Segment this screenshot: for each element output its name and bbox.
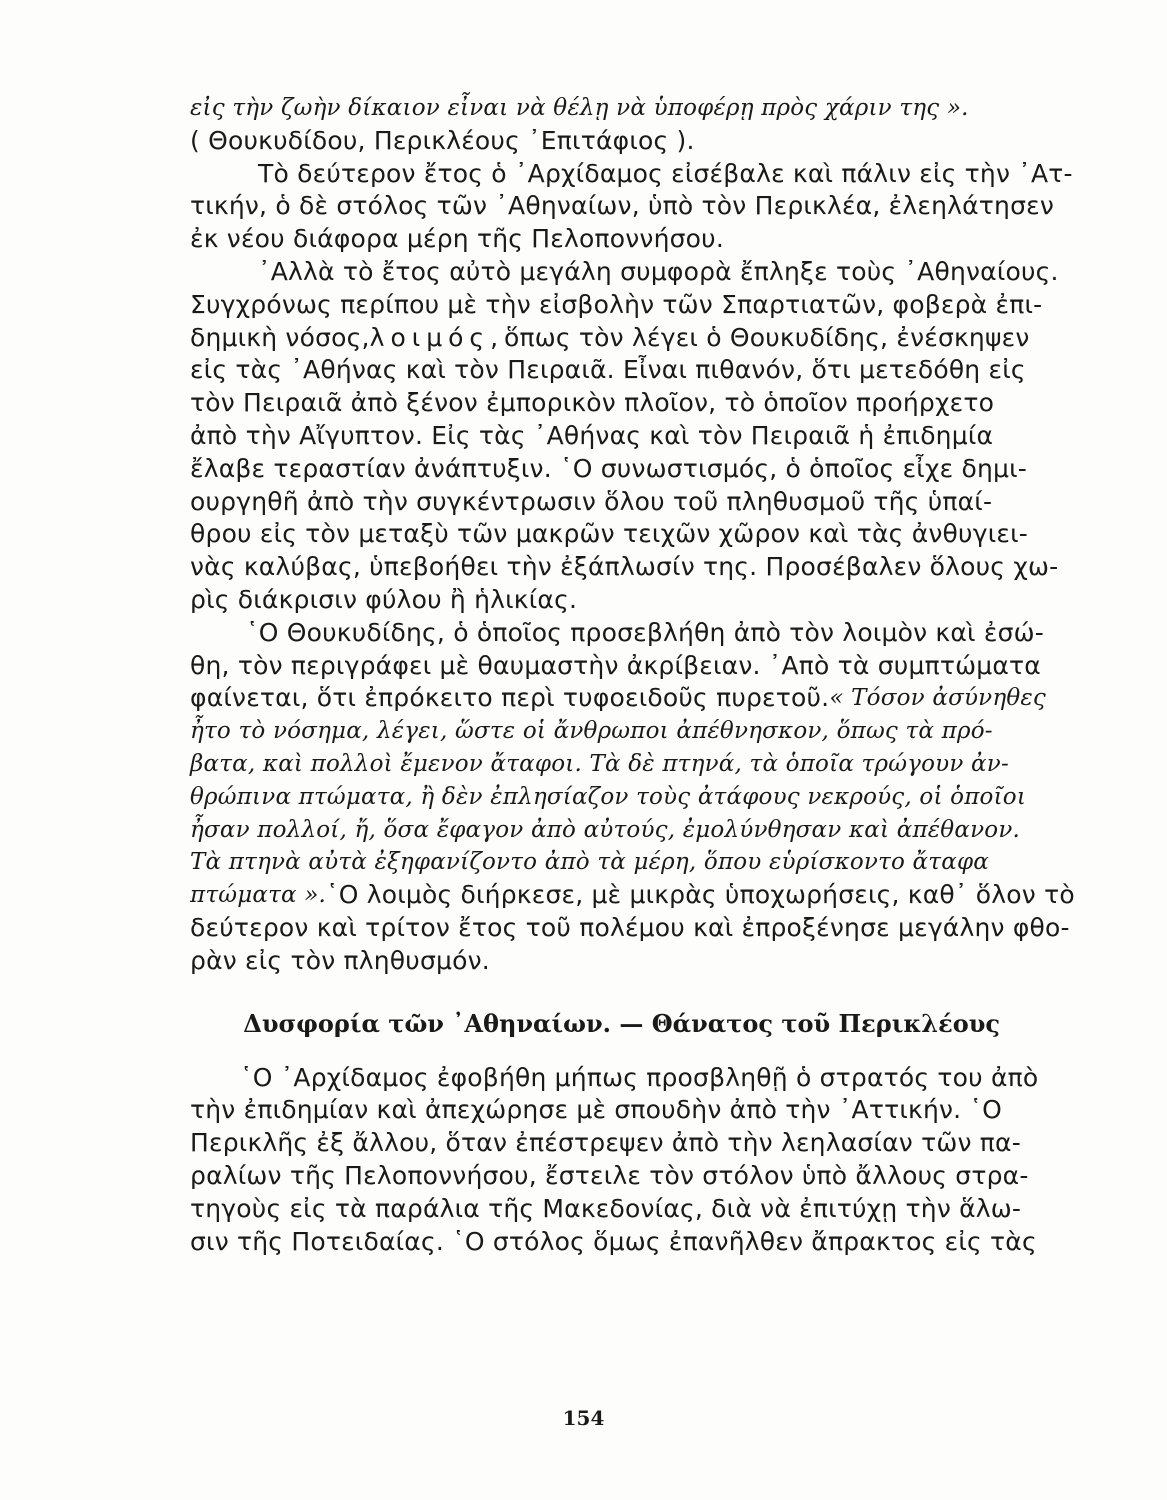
text-line-18: θη, τὸν περιγράφει μὲ θαυμαστὴν ἀκρίβειαν. ᾿Απὸ τὰ συμπτώματα [190, 650, 1041, 680]
text-line-14: θρου εἰς τὸν μεταξὺ τῶν μακρῶν τειχῶν χῶρον καὶ τὰς ἀνθυγιει- [190, 519, 1028, 549]
text-line-5: ἐκ νέου διάφορα μέρη τῆς Πελοποννήσου. [190, 224, 724, 254]
text-line-28: ῾Ο ᾿Αρχίδαμος ἐφοβήθη μήπως προσβληθῇ ὁ στρατός του ἀπὸ [240, 1062, 1039, 1092]
page-text [190, 92, 1075, 1258]
text-line-8: δημικὴ νόσος, λοιμός, ὅπως τὸν λέγει ὁ Θουκυδίδης, ἐνέσκηψεν [190, 322, 1020, 355]
text-line-2: ( Θουκυδίδου, Περικλέους ᾿Επιτάφιος ). [190, 125, 695, 155]
text-line-19: φαίνεται, ὅτι ἐπρόκειτο περὶ τυφοειδοῦς πυρετοῦ. « Τόσον ἀσύνηθες [190, 682, 1020, 715]
text-line-1: εἰς τὴν ζωὴν δίκαιον εἶναι νὰ θέλῃ νὰ ὑποφέρῃ πρὸς χάριν της ». [190, 95, 969, 121]
text-line-17: ῾Ο Θουκυδίδης, ὁ ὁποῖος προσεβλήθη ἀπὸ τὸν λοιμὸν καὶ ἐσώ- [246, 617, 1044, 647]
text-line-22: θρώπινα πτώματα, ἢ δὲν ἐπλησίαζον τοὺς ἀτάφους νεκρούς, οἱ ὁποῖοι [190, 783, 1027, 810]
text-line-16: ρὶς διάκρισιν φύλου ἢ ἡλικίας. [190, 584, 578, 614]
text-line-15: νὰς καλύβας, ὑπεβοήθει τὴν ἐξάπλωσίν της. Προσέβαλεν ὅλους χω- [190, 552, 1059, 582]
text-line-29: τὴν ἐπιδημίαν καὶ ἀπεχώρησε μὲ σπουδὴν ἀπὸ τὴν ᾿Αττικήν. ῾Ο [190, 1095, 1003, 1125]
text-line-32: τηγοὺς εἰς τὰ παράλια τῆς Μακεδονίας, διὰ νὰ ἐπιτύχῃ τὴν ἅλω- [190, 1193, 1022, 1223]
text-line-25: πτώματα ». ῾Ο λοιμὸς διήρκεσε, μὲ μικρὰς ὑποχωρήσεις, καθ᾿ ὅλον τὸ [190, 879, 1020, 912]
text-line-11: ἀπὸ τὴν Αἴγυπτον. Εἰς τὰς ᾿Αθήνας καὶ τὸν Πειραιᾶ ἡ ἐπιδημία [190, 420, 994, 450]
text-line-7: Συγχρόνως περίπου μὲ τὴν εἰσβολὴν τῶν Σπαρτιατῶν, φοβερὰ ἐπι- [190, 289, 1043, 319]
text-line-30: Περικλῆς ἐξ ἄλλου, ὅταν ἐπέστρεψεν ἀπὸ τὴν λεηλασίαν τῶν πα- [190, 1128, 1021, 1158]
quote-end: πτώματα ». [190, 882, 327, 909]
text-line-23: ἦσαν πολλοί, ἤ, ὅσα ἔφαγον ἀπὸ αὐτούς, ἐμολύνθησαν καὶ ἀπέθανον. [190, 816, 1021, 843]
text-line-26: δεύτερον καὶ τρίτον ἔτος τοῦ πολέμου καὶ ἐπροξένησε μεγάλην φθο- [190, 912, 1070, 942]
quote-start: « Τόσον ἀσύνηθες [829, 685, 1046, 712]
text-line-33: σιν τῆς Ποτειδαίας. ῾Ο στόλος ὅμως ἐπανῆλθεν ἄπρακτος εἰς τὰς [190, 1226, 1037, 1256]
text-line-12: ἔλαβε τεραστίαν ἀνάπτυξιν. ῾Ο συνωστισμός, ὁ ὁποῖος εἶχε δημι- [190, 453, 1027, 483]
text-line-24: Τὰ πτηνὰ αὐτὰ ἐξηφανίζοντο ἀπὸ τὰ μέρη, ὅπου εὑρίσκοντο ἄταφα [190, 849, 989, 876]
emphasized-word: λοιμός, [369, 322, 505, 352]
text-line-6: ᾿Αλλὰ τὸ ἔτος αὐτὸ μεγάλη συμφορὰ ἔπληξε τοὺς ᾿Αθηναίους. [258, 256, 1059, 286]
section-heading: Δυσφορία τῶν ᾿Αθηναίων. — Θάνατος τοῦ Περικλέους [243, 1008, 1000, 1038]
text-line-21: βατα, καὶ πολλοὶ ἔμενον ἄταφοι. Τὰ δὲ πτηνά, τὰ ὁποῖα τρώγουν ἀν- [190, 750, 1009, 777]
text-line-4: τικήν, ὁ δὲ στόλος τῶν ᾿Αθηναίων, ὑπὸ τὸν Περικλέα, ἐλεηλάτησεν [190, 191, 1055, 221]
text-line-31: ραλίων τῆς Πελοποννήσου, ἔστειλε τὸν στόλον ὑπὸ ἄλλους στρα- [190, 1160, 1029, 1190]
text-line-9: εἰς τὰς ᾿Αθήνας καὶ τὸν Πειραιᾶ. Εἶναι πιθανόν, ὅτι μετεδόθη εἰς [190, 355, 1026, 385]
text-line-13: ουργηθῆ ἀπὸ τὴν συγκέντρωσιν ὅλου τοῦ πληθυσμοῦ τῆς ὑπαί- [190, 486, 993, 516]
text-line-10: τὸν Πειραιᾶ ἀπὸ ξένον ἐμπορικὸν πλοῖον, τὸ ὁποῖον προήρχετο [190, 388, 995, 418]
page-number: 154 [562, 1406, 605, 1430]
text-line-3: Τὸ δεύτερον ἔτος ὁ ᾿Αρχίδαμος εἰσέβαλε καὶ πάλιν εἰς τὴν ᾿Ατ- [258, 158, 1073, 188]
text-line-27: ρὰν εἰς τὸν πληθυσμόν. [190, 945, 490, 975]
text-line-20: ἦτο τὸ νόσημα, λέγει, ὥστε οἱ ἄνθρωποι ἀπέθνησκον, ὅπως τὰ πρό- [190, 718, 993, 745]
